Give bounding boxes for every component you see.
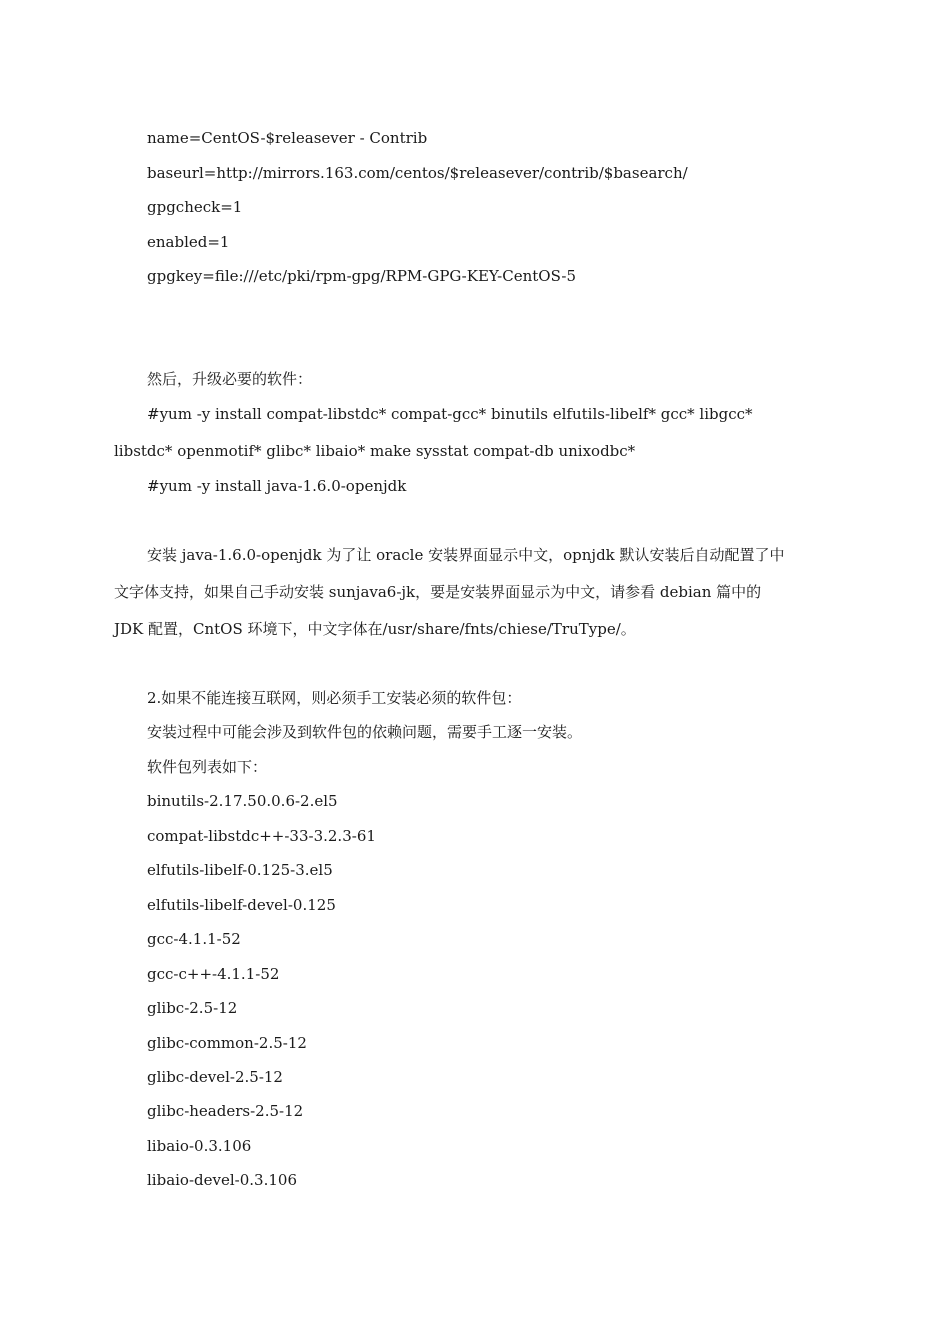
package-item: gcc-4.1.1-52 <box>147 930 241 948</box>
yum-command-1-line-2: libstdc* openmotif* glibc* libaio* make sysstat compat-db unixodbc* <box>114 442 636 460</box>
repo-gpgcheck-line: gpgcheck=1 <box>147 198 243 216</box>
repo-gpgkey-line: gpgkey=file:///etc/pki/rpm-gpg/RPM-GPG-KEY-CentOS-5 <box>147 267 577 285</box>
yum-command-1-line-1: #yum -y install compat-libstdc* compat-gcc* binutils elfutils-libelf* gcc* libgcc* <box>147 405 753 423</box>
package-item: elfutils-libelf-devel-0.125 <box>147 896 336 914</box>
package-item: glibc-headers-2.5-12 <box>147 1102 304 1120</box>
package-item: binutils-2.17.50.0.6-2.el5 <box>147 792 338 810</box>
package-item: glibc-devel-2.5-12 <box>147 1068 283 1086</box>
offline-note: 安装过程中可能会涉及到软件包的依赖问题，需要手工逐一安装。 <box>147 723 583 741</box>
package-item: compat-libstdc++-33-3.2.3-61 <box>147 827 376 845</box>
package-item: libaio-0.3.106 <box>147 1137 252 1155</box>
package-item: elfutils-libelf-0.125-3.el5 <box>147 861 333 879</box>
package-item: glibc-2.5-12 <box>147 999 238 1017</box>
package-item: gcc-c++-4.1.1-52 <box>147 965 280 983</box>
upgrade-intro: 然后，升级必要的软件： <box>147 370 313 388</box>
package-item: glibc-common-2.5-12 <box>147 1034 307 1052</box>
java-note-line-1: 安装 java-1.6.0-openjdk 为了让 oracle 安装界面显示中文，opnjdk 默认安装后自动配置了中 <box>147 546 785 564</box>
repo-enabled-line: enabled=1 <box>147 233 230 251</box>
yum-command-2: #yum -y install java-1.6.0-openjdk <box>147 477 407 495</box>
java-note-line-2: 文字体支持，如果自己手动安装 sunjava6-jk，要是安装界面显示为中文，请参看 debian 篇中的 <box>114 583 762 601</box>
repo-baseurl-line: baseurl=http://mirrors.163.com/centos/$releasever/contrib/$basearch/ <box>147 164 688 182</box>
offline-heading: 2.如果不能连接互联网，则必须手工安装必须的软件包： <box>147 689 522 707</box>
java-note-line-3: JDK 配置，CntOS 环境下，中文字体在/usr/share/fnts/chiese/TruType/。 <box>114 620 636 638</box>
repo-name-line: name=CentOS-$releasever - Contrib <box>147 129 428 147</box>
package-list-title: 软件包列表如下： <box>147 758 268 776</box>
package-item: libaio-devel-0.3.106 <box>147 1171 297 1189</box>
